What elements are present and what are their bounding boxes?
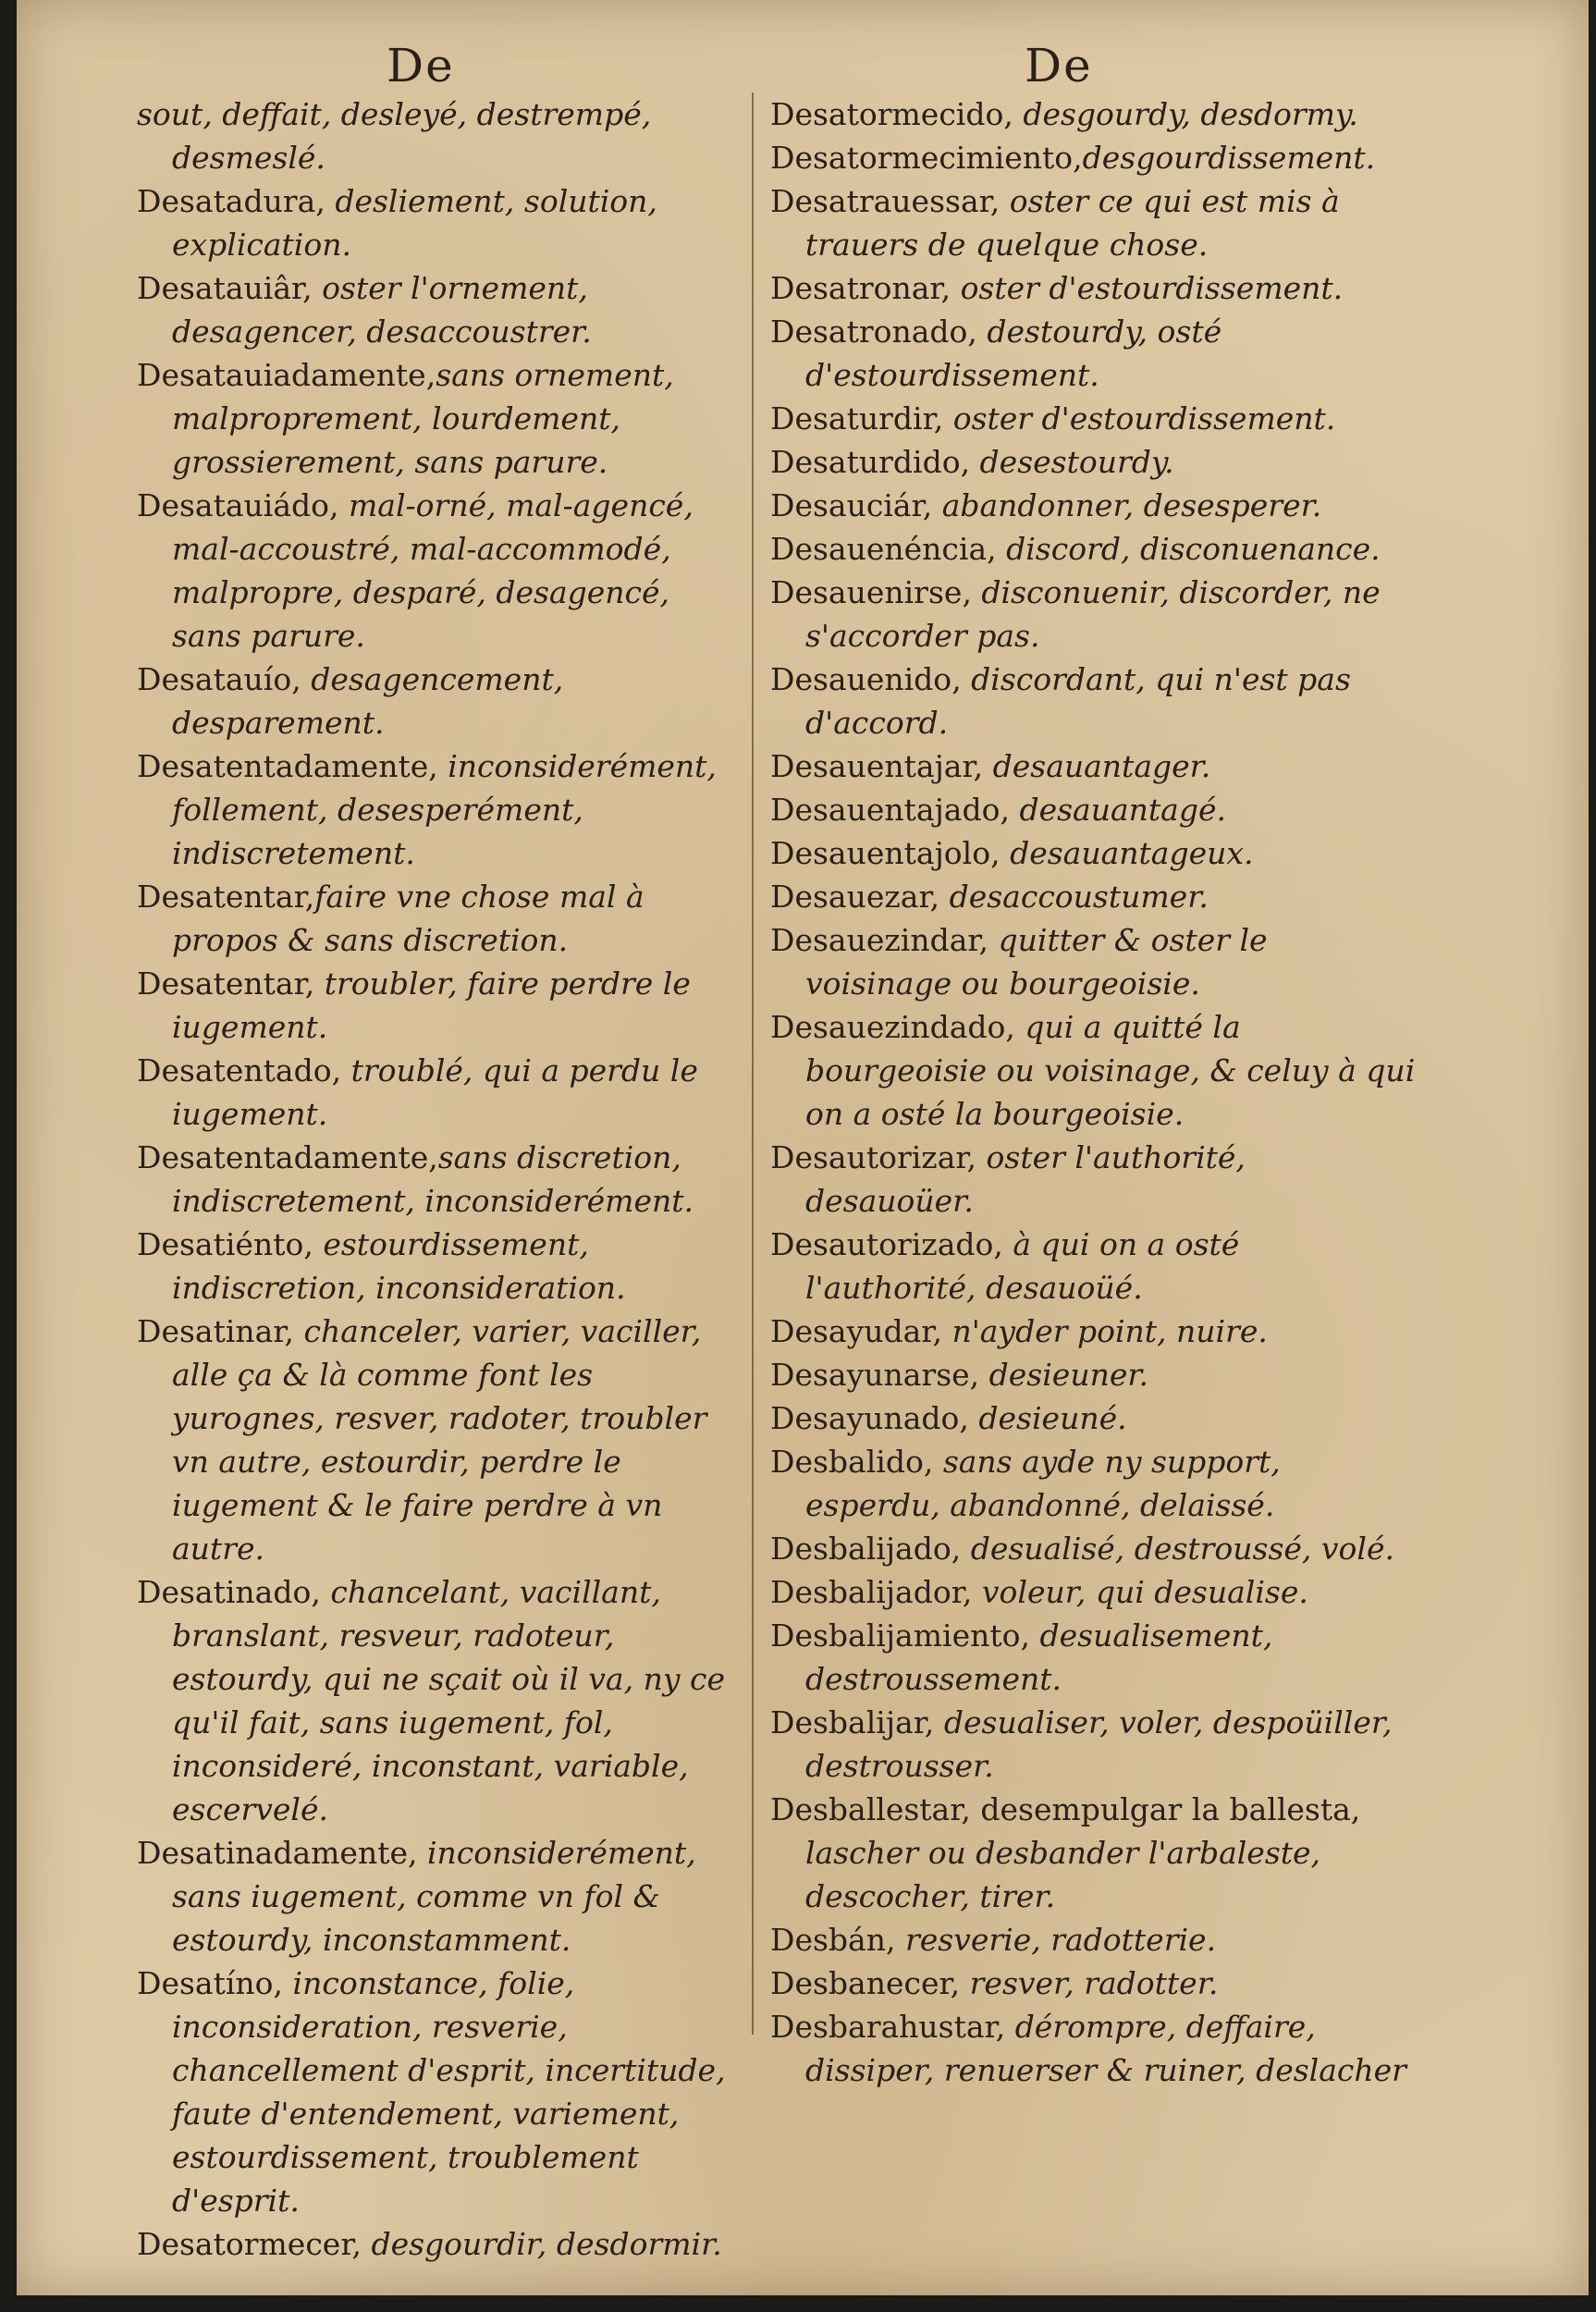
entry-separator: ,: [351, 2226, 372, 2262]
entry-translation: oster l'ornement, desagencer, desaccoustrer.: [172, 270, 592, 350]
entry-translation: oster l'authorité, desauoüer.: [805, 1139, 1246, 1219]
dictionary-entry: [770, 1396, 1418, 1440]
dictionary-entry: [770, 1788, 1418, 1918]
entry-headword: Desatadura: [137, 183, 316, 219]
dictionary-entry: [137, 1136, 747, 1223]
entry-separator: ,: [315, 183, 336, 219]
entry-separator: ,: [428, 1139, 438, 1175]
dictionary-entry: [137, 1049, 747, 1136]
entry-separator: ,: [302, 270, 323, 306]
dictionary-entry: [137, 179, 747, 266]
dictionary-entry: [770, 658, 1418, 744]
entry-separator: ,: [311, 1574, 331, 1610]
entry-headword: Desbalijador: [770, 1574, 963, 1610]
entry-headword: Desaturdir: [770, 400, 934, 437]
entry-headword: Desatentar: [137, 965, 305, 1002]
entry-headword: Desatauiadamente: [137, 357, 426, 393]
entry-headword: Desatauiâr: [137, 270, 303, 306]
dictionary-entry: [770, 788, 1418, 831]
dictionary-entry: [770, 2005, 1418, 2092]
dictionary-entry: [770, 744, 1418, 788]
entry-translation: inconstance, folie, inconsideration, resverie, chancellement d'esprit, incertitude, faute d'entendement, variement, estourdissement, troublement d'esprit.: [172, 1965, 726, 2219]
dictionary-entry: [137, 266, 747, 353]
entry-separator: ,: [962, 1574, 982, 1610]
dictionary-entry: [137, 1223, 747, 1310]
entry-translation: discordant, qui n'est pas d'accord.: [805, 661, 1351, 741]
entry-separator: ,: [929, 879, 950, 915]
entry-translation: discord, disconuenance.: [1006, 531, 1381, 567]
dictionary-entry: [137, 92, 747, 179]
entry-headword: Desbalijar: [770, 1704, 925, 1740]
entry-separator: ,: [989, 183, 1010, 219]
entry-translation: destourdy, osté d'estourdissement.: [805, 314, 1222, 393]
entry-headword: Desatinar: [137, 1313, 285, 1349]
entry-headword: Desatauío: [137, 661, 292, 697]
dictionary-entry: [137, 658, 747, 744]
entry-translation: abandonner, desesperer.: [941, 487, 1322, 523]
entry-separator: ,: [993, 1226, 1013, 1262]
entry-translation: desualisé, destroussé, volé.: [970, 1531, 1394, 1567]
entry-separator: ,: [962, 574, 982, 610]
entry-headword: Desatentadamente: [137, 1139, 429, 1175]
entry-translation: sout, deffait, desleyé, destrempé, desmeslé.: [137, 96, 652, 176]
entry-headword: Desatentar: [137, 879, 305, 915]
entry-separator: ,: [1005, 1009, 1025, 1045]
entry-translation: desieuner.: [988, 1357, 1149, 1393]
dictionary-entry: [137, 1310, 747, 1570]
entry-headword: Desaturdido: [770, 444, 961, 480]
dictionary-entry: [770, 1005, 1418, 1136]
dictionary-entry: [770, 1136, 1418, 1223]
entry-translation: voleur, qui desualise.: [981, 1574, 1308, 1610]
dictionary-entry: [770, 875, 1418, 918]
entry-headword: Desauenéncia: [770, 531, 988, 567]
dictionary-entry: [137, 1831, 747, 1962]
entry-separator: ,: [1073, 140, 1083, 176]
entry-separator: ,: [933, 400, 953, 437]
dictionary-entry: [770, 831, 1418, 875]
entry-translation: desgourdy, desdormy.: [1023, 96, 1358, 132]
entry-translation: inconsiderément, follement, desesperément, indiscretement.: [172, 748, 717, 871]
dictionary-entry: [770, 310, 1418, 397]
entry-separator: ,: [995, 2009, 1015, 2045]
entry-separator: ,: [990, 835, 1011, 871]
dictionary-entry: [137, 2222, 747, 2266]
entry-separator: ,: [932, 1313, 952, 1349]
entry-headword: Desauentajado: [770, 792, 1001, 828]
entry-translation: dérompre, deffaire, dissiper, renuerser & ruiner, deslacher: [805, 2009, 1406, 2088]
book-page: [17, 0, 1589, 2295]
entry-headword: Desatinado: [137, 1574, 312, 1610]
entry-headword: Desatinadamente: [137, 1835, 409, 1871]
entry-translation: n'ayder point, nuire.: [951, 1313, 1268, 1349]
entry-translation: troubler, faire perdre le iugement.: [172, 965, 691, 1045]
entry-headword: Desautorizado: [770, 1226, 994, 1262]
left-running-header: De: [387, 39, 455, 92]
entry-translation: qui a quitté la bourgeoisie ou voisinage, & celuy à qui on a osté la bourgeoisie.: [805, 1009, 1416, 1132]
dictionary-entry: [137, 962, 747, 1049]
entry-translation: desliement, solution, explication.: [172, 183, 657, 263]
entry-translation: sans discretion, indiscretement, inconsiderément.: [172, 1139, 694, 1219]
entry-separator: ,: [284, 1313, 304, 1349]
entry-separator: ,: [924, 1704, 944, 1740]
entry-headword: Desatentado: [137, 1052, 332, 1088]
entry-separator: ,: [303, 1226, 324, 1262]
entry-translation: resver, radotter.: [969, 1965, 1219, 2001]
entry-separator: ,: [973, 748, 993, 784]
entry-headword: Desauenirse: [770, 574, 963, 610]
entry-translation: inconsiderément, sans iugement, comme vn fol & estourdy, inconstamment.: [172, 1835, 696, 1958]
entry-separator: ,: [969, 1357, 989, 1393]
entry-translation: desauantagé.: [1019, 792, 1226, 828]
entry-separator: ,: [922, 487, 942, 523]
entry-separator: ,: [1000, 792, 1020, 828]
entry-translation: faire vne chose mal à propos & sans discretion.: [172, 879, 645, 958]
entry-headword: Desbalido: [770, 1444, 924, 1480]
entry-headword: Desatentadamente: [137, 748, 429, 784]
entry-headword: Desauezindar: [770, 922, 979, 958]
left-column: [137, 92, 747, 2266]
entry-separator: ,: [951, 1531, 971, 1567]
entry-headword: Desatiénto: [137, 1226, 304, 1262]
right-running-header: De: [1025, 39, 1093, 92]
dictionary-entry: [770, 1440, 1418, 1527]
dictionary-entry: [137, 1570, 747, 1831]
entry-separator: ,: [940, 270, 961, 306]
dictionary-entry: [770, 571, 1418, 658]
entry-headword: Desayudar: [770, 1313, 933, 1349]
entry-separator: ,: [331, 1052, 351, 1088]
entry-separator: ,: [923, 1444, 943, 1480]
entry-translation: oster d'estourdissement.: [960, 270, 1344, 306]
entry-translation: desgourdir, desdormir.: [371, 2226, 722, 2262]
entry-headword: Desbán: [770, 1922, 886, 1958]
entry-headword: Desautorizar: [770, 1139, 967, 1175]
dictionary-entry: [770, 179, 1418, 266]
entry-separator: ,: [428, 748, 448, 784]
entry-translation: desualisement, destroussement.: [805, 1617, 1273, 1697]
entry-translation: oster d'estourdissement.: [952, 400, 1336, 437]
entry-headword: Desauezar: [770, 879, 930, 915]
entry-separator: ,: [304, 879, 315, 915]
entry-translation: lascher ou desbander l'arbaleste, descocher, tirer.: [805, 1835, 1321, 1914]
entry-headword: Desatauiádo: [137, 487, 330, 523]
entry-separator: ,: [951, 661, 972, 697]
dictionary-entry: [770, 1918, 1418, 1962]
entry-headword: Desauentajar: [770, 748, 974, 784]
entry-separator: ,: [1350, 1791, 1361, 1827]
entry-separator: ,: [329, 487, 349, 523]
entry-translation: desieuné.: [978, 1400, 1127, 1436]
entry-headword: Desauezindado: [770, 1009, 1006, 1045]
entry-headword: Desatormecer: [137, 2226, 352, 2262]
entry-translation: quitter & oster le voisinage ou bourgeoisie.: [805, 922, 1268, 1002]
entry-translation: desauantageux.: [1010, 835, 1254, 871]
entry-separator: ,: [291, 661, 312, 697]
entry-translation: sans ornement, malproprement, lourdement, grossierement, sans parure.: [172, 357, 674, 480]
right-column: [770, 92, 1418, 2092]
entry-headword: Desatormecimiento: [770, 140, 1074, 176]
entry-translation: disconuenir, discorder, ne s'accorder pas.: [805, 574, 1381, 654]
dictionary-entry: [137, 484, 747, 658]
entry-translation: à qui on a osté l'authorité, desauoüé.: [805, 1226, 1240, 1306]
entry-translation: oster ce qui est mis à trauers de quelque chose.: [805, 183, 1340, 263]
entry-translation: mal-orné, mal-agencé, mal-accoustré, mal-accommodé, malpropre, desparé, desagencé, sans parure.: [172, 487, 694, 654]
dictionary-entry: [770, 1570, 1418, 1614]
dictionary-entry: [137, 875, 747, 962]
dictionary-entry: [770, 397, 1418, 440]
entry-headword: Desatronado: [770, 314, 968, 350]
entry-headword: Desbanecer: [770, 1965, 951, 2001]
dictionary-entry: [770, 918, 1418, 1005]
entry-separator: ,: [1003, 96, 1024, 132]
entry-translation: desgourdissement.: [1082, 140, 1376, 176]
entry-separator: ,: [987, 531, 1007, 567]
dictionary-entry: [770, 1353, 1418, 1396]
entry-headword: Desballestar, desempulgar la ballesta: [770, 1791, 1351, 1827]
entry-translation: sans ayde ny support, esperdu, abandonné, delaissé.: [805, 1444, 1281, 1523]
entry-separator: ,: [960, 444, 980, 480]
entry-translation: desaccoustumer.: [949, 879, 1209, 915]
entry-separator: ,: [978, 922, 999, 958]
entry-headword: Desayunarse: [770, 1357, 970, 1393]
dictionary-entry: [770, 1527, 1418, 1570]
entry-translation: desagencement, desparement.: [172, 661, 564, 741]
entry-translation: estourdissement, indiscretion, inconsideration.: [172, 1226, 626, 1306]
entry-headword: Desauciár: [770, 487, 923, 523]
entry-separator: ,: [273, 1965, 293, 2001]
entry-translation: desualiser, voler, despoüiller, destrousser.: [805, 1704, 1393, 1784]
column-divider: [752, 92, 754, 2035]
entry-separator: ,: [425, 357, 436, 393]
dictionary-entry: [770, 136, 1418, 179]
entry-headword: Desatormecido: [770, 96, 1004, 132]
entry-separator: ,: [885, 1922, 905, 1958]
entry-separator: ,: [408, 1835, 427, 1871]
entry-translation: chancelant, vacillant, branslant, resveur, radoteur, estourdy, qui ne sçait où il va, ny ce qu'il fait, sans iugement, fol, inconsideré, inconstant, variable, escervelé.: [172, 1574, 725, 1827]
entry-separator: ,: [959, 1400, 979, 1436]
entry-separator: ,: [950, 1965, 970, 2001]
entry-separator: ,: [967, 314, 988, 350]
dictionary-entry: [770, 1310, 1418, 1353]
entry-headword: Desbalijamiento: [770, 1617, 1021, 1654]
entry-translation: desestourdy.: [979, 444, 1174, 480]
dictionary-entry: [770, 440, 1418, 484]
dictionary-entry: [770, 527, 1418, 571]
dictionary-entry: [137, 353, 747, 484]
dictionary-entry: [770, 484, 1418, 527]
entry-translation: desauantager.: [992, 748, 1211, 784]
dictionary-entry: [137, 1962, 747, 2222]
dictionary-entry: [770, 92, 1418, 136]
entry-separator: ,: [966, 1139, 987, 1175]
entry-headword: Desatíno: [137, 1965, 274, 2001]
entry-translation: resverie, radotterie.: [904, 1922, 1217, 1958]
entry-headword: Desauenido: [770, 661, 952, 697]
entry-translation: chanceler, varier, vaciller, alle ça & là comme font les yurognes, resver, radoter, troubler vn autre, estourdir, perdre le iugement & le faire perdre à vn autre.: [172, 1313, 707, 1567]
entry-headword: Desayunado: [770, 1400, 960, 1436]
dictionary-entry: [770, 1223, 1418, 1310]
dictionary-entry: [770, 1962, 1418, 2005]
dictionary-entry: [770, 1614, 1418, 1701]
dictionary-entry: [137, 744, 747, 875]
dictionary-entry: [770, 266, 1418, 310]
entry-headword: Desatrauessar: [770, 183, 990, 219]
entry-separator: ,: [1020, 1617, 1040, 1654]
entry-headword: Desatronar: [770, 270, 941, 306]
entry-translation: troublé, qui a perdu le iugement.: [172, 1052, 698, 1132]
entry-headword: Desbarahustar: [770, 2009, 996, 2045]
entry-headword: Desbalijado: [770, 1531, 951, 1567]
entry-headword: Desauentajolo: [770, 835, 991, 871]
dictionary-entry: [770, 1701, 1418, 1788]
entry-separator: ,: [304, 965, 325, 1002]
